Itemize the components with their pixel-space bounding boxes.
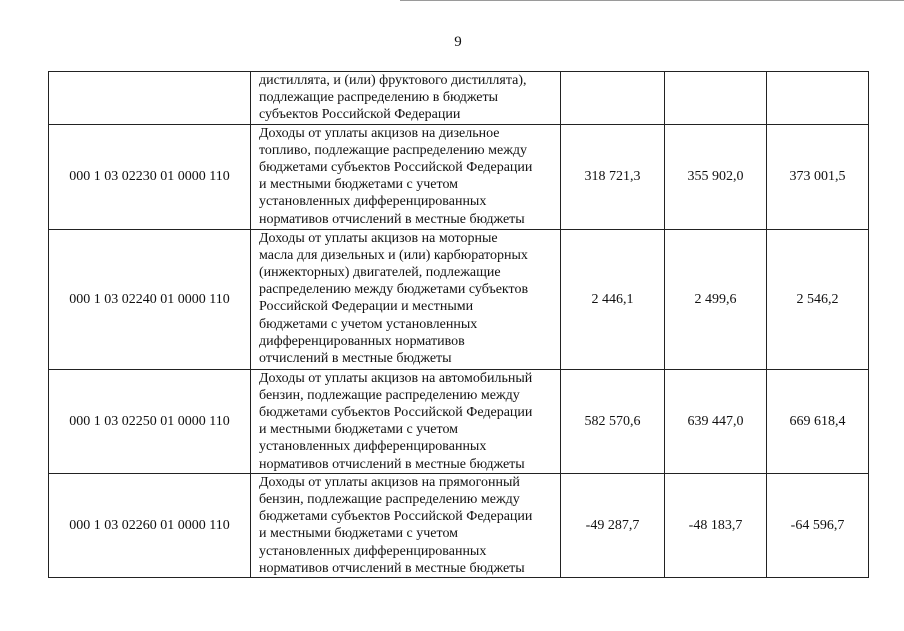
description-line: установленных дифференцированных — [259, 194, 487, 210]
budget-code-cell — [49, 72, 251, 125]
value-year-1-cell: 2 446,1 — [561, 229, 665, 369]
table-row — [49, 369, 869, 473]
description-line: масла для дизельных и (или) карбюраторных — [259, 247, 528, 263]
value-year-1-cell: 582 570,6 — [561, 369, 665, 473]
description-line: нормативов отчислений в местные бюджеты — [259, 211, 525, 227]
description-line: Доходы от уплаты акцизов на прямогонный — [259, 474, 520, 490]
value-year-2-cell: 355 902,0 — [665, 124, 767, 229]
value-year-1-cell: -49 287,7 — [561, 473, 665, 577]
value-year-3-cell — [767, 72, 869, 125]
table-row — [49, 72, 869, 125]
description-line: и местными бюджетами с учетом — [259, 526, 459, 542]
description-line: отчислений в местные бюджеты — [259, 351, 452, 367]
description-line: бюджетами субъектов Российской Федерации — [259, 405, 533, 421]
description-line: дистиллята, и (или) фруктового дистиллята), — [259, 73, 527, 88]
value-year-3-cell: 2 546,2 — [767, 229, 869, 369]
description-line: и местными бюджетами с учетом — [259, 177, 459, 193]
description-line: установленных дифференцированных — [259, 543, 487, 559]
description-cell — [251, 124, 561, 229]
description-cell — [251, 369, 561, 473]
table-row — [49, 124, 869, 229]
description-cell — [251, 229, 561, 369]
description-line: нормативов отчислений в местные бюджеты — [259, 560, 525, 576]
description-line: субъектов Российской Федерации — [259, 107, 461, 123]
table-row — [49, 229, 869, 369]
description-line: и местными бюджетами с учетом — [259, 422, 459, 438]
budget-code-cell: 000 1 03 02250 01 0000 110 — [49, 369, 251, 473]
description-line: бензин, подлежащие распределению между — [259, 387, 520, 403]
description-line: Доходы от уплаты акцизов на моторные — [259, 230, 498, 246]
description-line: Доходы от уплаты акцизов на дизельное — [259, 125, 500, 141]
value-year-2-cell: 639 447,0 — [665, 369, 767, 473]
description-cell — [251, 473, 561, 577]
description-line: Российской Федерации и местными — [259, 299, 474, 315]
value-year-2-cell: -48 183,7 — [665, 473, 767, 577]
description-cell — [251, 72, 561, 125]
budget-revenue-table — [48, 71, 869, 578]
budget-code-cell: 000 1 03 02260 01 0000 110 — [49, 473, 251, 577]
value-year-3-cell: 669 618,4 — [767, 369, 869, 473]
budget-code-cell: 000 1 03 02240 01 0000 110 — [49, 229, 251, 369]
value-year-1-cell: 318 721,3 — [561, 124, 665, 229]
description-line: Доходы от уплаты акцизов на автомобильный — [259, 370, 533, 386]
description-line: установленных дифференцированных — [259, 439, 487, 455]
value-year-3-cell: -64 596,7 — [767, 473, 869, 577]
description-line: топливо, подлежащие распределению между — [259, 142, 528, 158]
description-line: распределению между бюджетами субъектов — [259, 282, 529, 298]
description-line: подлежащие распределению в бюджеты — [259, 90, 499, 106]
description-line: (инжекторных) двигателей, подлежащие — [259, 265, 501, 281]
value-year-1-cell — [561, 72, 665, 125]
description-line: нормативов отчислений в местные бюджеты — [259, 456, 525, 472]
budget-code-cell: 000 1 03 02230 01 0000 110 — [49, 124, 251, 229]
value-year-2-cell — [665, 72, 767, 125]
value-year-2-cell: 2 499,6 — [665, 229, 767, 369]
page-number: 9 — [454, 34, 462, 50]
table-row — [49, 473, 869, 577]
description-line: бюджетами с учетом установленных — [259, 316, 478, 332]
top-scan-rule — [400, 0, 904, 1]
description-line: дифференцированных нормативов — [259, 333, 465, 349]
description-line: бюджетами субъектов Российской Федерации — [259, 509, 533, 525]
description-line: бензин, подлежащие распределению между — [259, 492, 520, 508]
value-year-3-cell: 373 001,5 — [767, 124, 869, 229]
description-line: бюджетами субъектов Российской Федерации — [259, 160, 533, 176]
